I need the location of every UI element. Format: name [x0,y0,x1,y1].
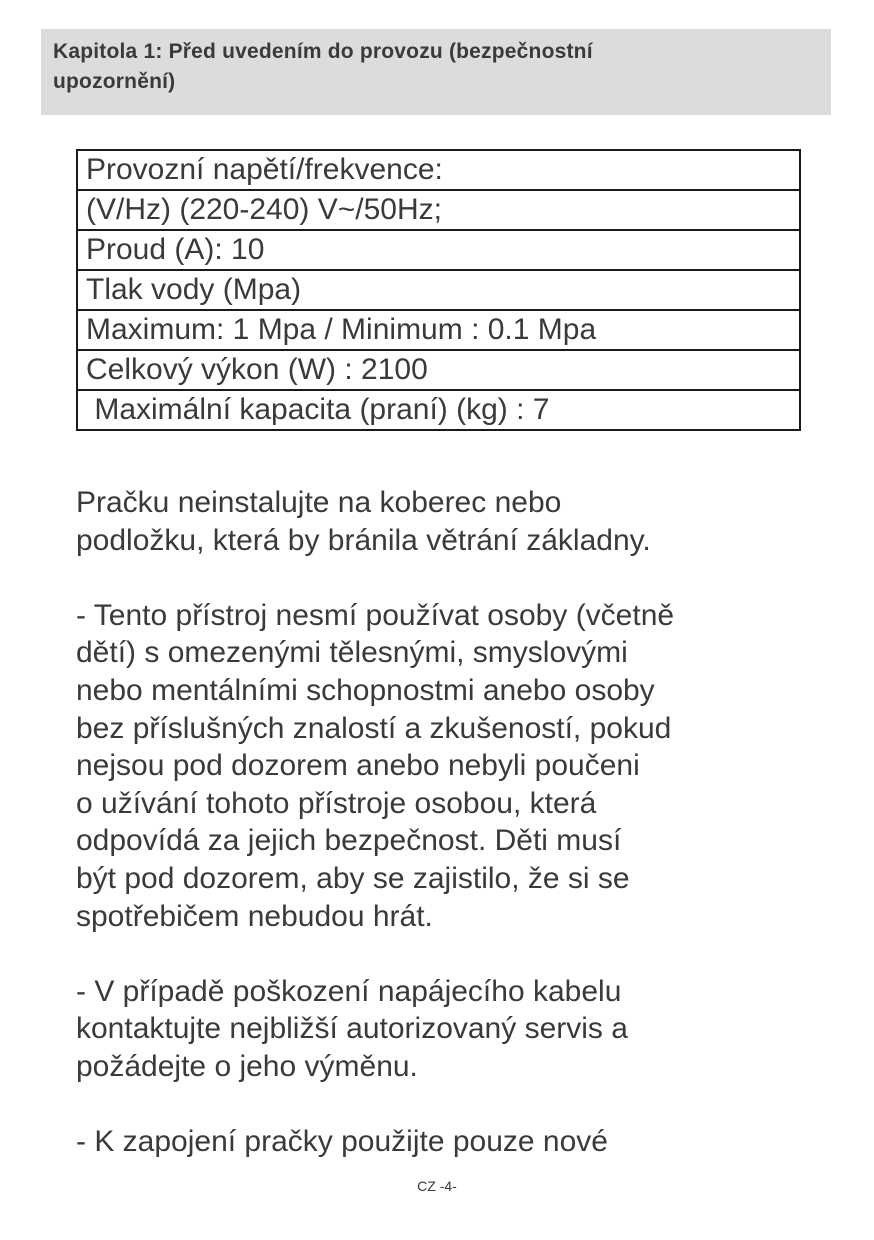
chapter-title: Kapitola 1: Před uvedením do provozu (bezpečnostní upozornění) [53,40,593,93]
table-row [77,390,800,430]
chapter-header [41,29,831,115]
table-row [77,190,800,230]
spec-voltage-frequency-label: Provozní napětí/frekvence: [77,150,800,190]
specifications-table [76,149,801,431]
page-number: CZ -4- [417,1178,457,1194]
spec-water-pressure-label: Tlak vody (Mpa) [77,270,800,310]
paragraph-damaged-cable: - V případě poškození napájecího kabelu kontaktujte nejbližší autorizovaný servis a požádejte o jeho výměnu. [76,974,628,1083]
spec-water-pressure-value: Maximum: 1 Mpa / Minimum : 0.1 Mpa [77,310,800,350]
table-row [77,230,800,270]
paragraph-new-hoses: - K zapojení pračky použijte pouze nové [76,1125,608,1159]
spec-voltage-frequency-value: (V/Hz) (220-240) V~/50Hz; [77,190,800,230]
spec-total-power: Celkový výkon (W) : 2100 [77,350,800,390]
body-text [76,484,856,1198]
paragraph-carpet-warning: Pračku neinstalujte na koberec nebo podložku, která by bránila větrání základny. [76,486,651,557]
spec-current: Proud (A): 10 [77,230,800,270]
table-row [77,350,800,390]
table-row [77,270,800,310]
spec-max-capacity: Maximální kapacita (praní) (kg) : 7 [77,390,800,430]
paragraph-restricted-persons: - Tento přístroj nesmí používat osoby (včetně dětí) s omezenými tělesnými, smyslovými nebo mentálními schopnostmi anebo osoby bez příslušných znalostí a zkušeností, pokud nejsou pod dozorem anebo nebyli poučeni o užívání tohoto přístroje osobou, která odpovídá za jejich bezpečnost. Děti musí být pod dozorem, aby se zajistilo, že si se spotřebičem nebudou hrát. [76,598,675,933]
table-row [77,150,800,190]
table-row [77,310,800,350]
